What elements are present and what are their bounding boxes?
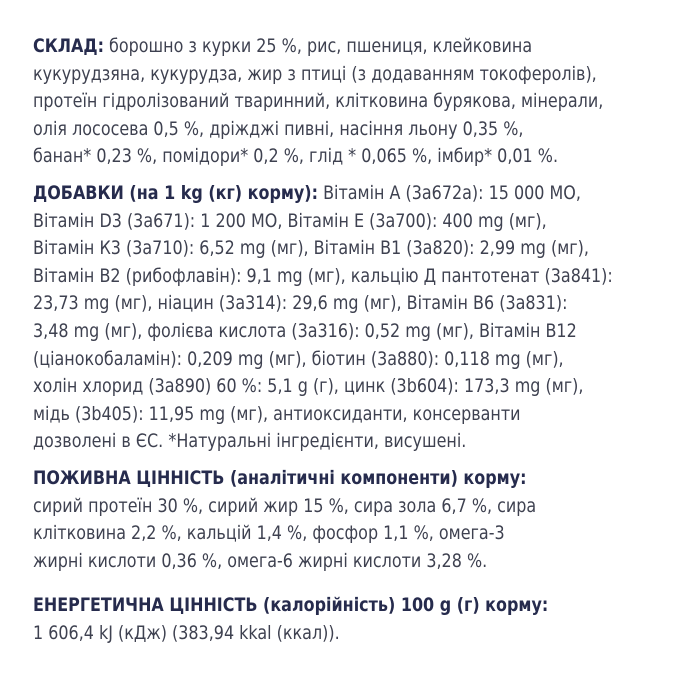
additives-text: Вітамін А (3а672а): 15 000 МО, xyxy=(317,181,581,204)
additives-line: 23,73 mg (мг), ніацин (3а314): 29,6 mg (мг), Вітамін В6 (3а831): xyxy=(33,292,568,315)
nutrition-line: сирий протеїн 30 %, сирий жир 15 %, сира зола 6,7 %, сира xyxy=(33,494,537,517)
additives-line: Вітамін D3 (3а671): 1 200 МО, Вітамін Е (3а700): 400 mg (мг), xyxy=(33,209,547,232)
composition-section xyxy=(33,33,604,171)
composition-line: олія лососева 0,5 %, дріжджі пивні, насіння льону 0,35 %, xyxy=(33,117,524,140)
additives-line: дозволені в ЄС. *Натуральні інгредієнти, висушені. xyxy=(33,430,467,453)
additives-line: мідь (3b405): 11,95 mg (мг), антиоксиданти, консерванти xyxy=(33,402,521,425)
composition-heading: СКЛАД: xyxy=(33,35,104,57)
additives-line: (ціанокобаламін): 0,209 mg (мг), біотин (3а880): 0,118 mg (мг), xyxy=(33,347,564,370)
nutrition-line: жирні кислоти 0,36 %, омега-6 жирні кислоти 3,28 %. xyxy=(33,549,488,572)
composition-text: борошно з курки 25 %, рис, пшениця, клейковина xyxy=(103,35,533,57)
additives-line: холін хлорид (3а890) 60 %: 5,1 g (г), цинк (3b604): 173,3 mg (мг), xyxy=(33,375,584,398)
composition-line: банан* 0,23 %, помідори* 0,2 %, глід * 0,065 %, імбир* 0,01 %. xyxy=(33,145,559,168)
additives-line: Вітамін В2 (рибофлавін): 9,1 mg (мг), кальцію Д пантотенат (3а841): xyxy=(33,264,613,287)
energy-heading: ЕНЕРГЕТИЧНА ЦІННІСТЬ (калорійність) 100 g (г) корму: xyxy=(33,594,549,617)
additives-heading: ДОБАВКИ (на 1 kg (кг) корму): xyxy=(33,181,318,204)
nutrition-section xyxy=(33,465,604,575)
additives-line: Вітамін К3 (3а710): 6,52 mg (мг), Вітамін В1 (3а820): 2,99 mg (мг), xyxy=(33,237,589,260)
additives-line: 3,48 mg (мг), фолієва кислота (3а316): 0,52 mg (мг), Вітамін В12 xyxy=(33,319,577,342)
nutrition-line: клітковина 2,2 %, кальцій 1,4 %, фосфор 1,1 %, омега-3 xyxy=(33,522,505,545)
energy-section xyxy=(33,592,604,647)
ingredients-label xyxy=(33,33,613,647)
nutrition-heading: ПОЖИВНА ЦІННІСТЬ (аналітичні компоненти) корму: xyxy=(33,466,527,489)
additives-line xyxy=(33,180,604,208)
composition-line: протеїн гідролізований тваринний, клітковина бурякова, мінерали, xyxy=(33,90,604,113)
composition-line xyxy=(33,33,604,61)
additives-section xyxy=(33,180,613,456)
energy-line: 1 606,4 kJ (кДж) (383,94 kkal (ккал)). xyxy=(33,621,340,644)
composition-line: кукурудзяна, кукурудза, жир з птиці (з додаванням токоферолів), xyxy=(33,62,597,85)
